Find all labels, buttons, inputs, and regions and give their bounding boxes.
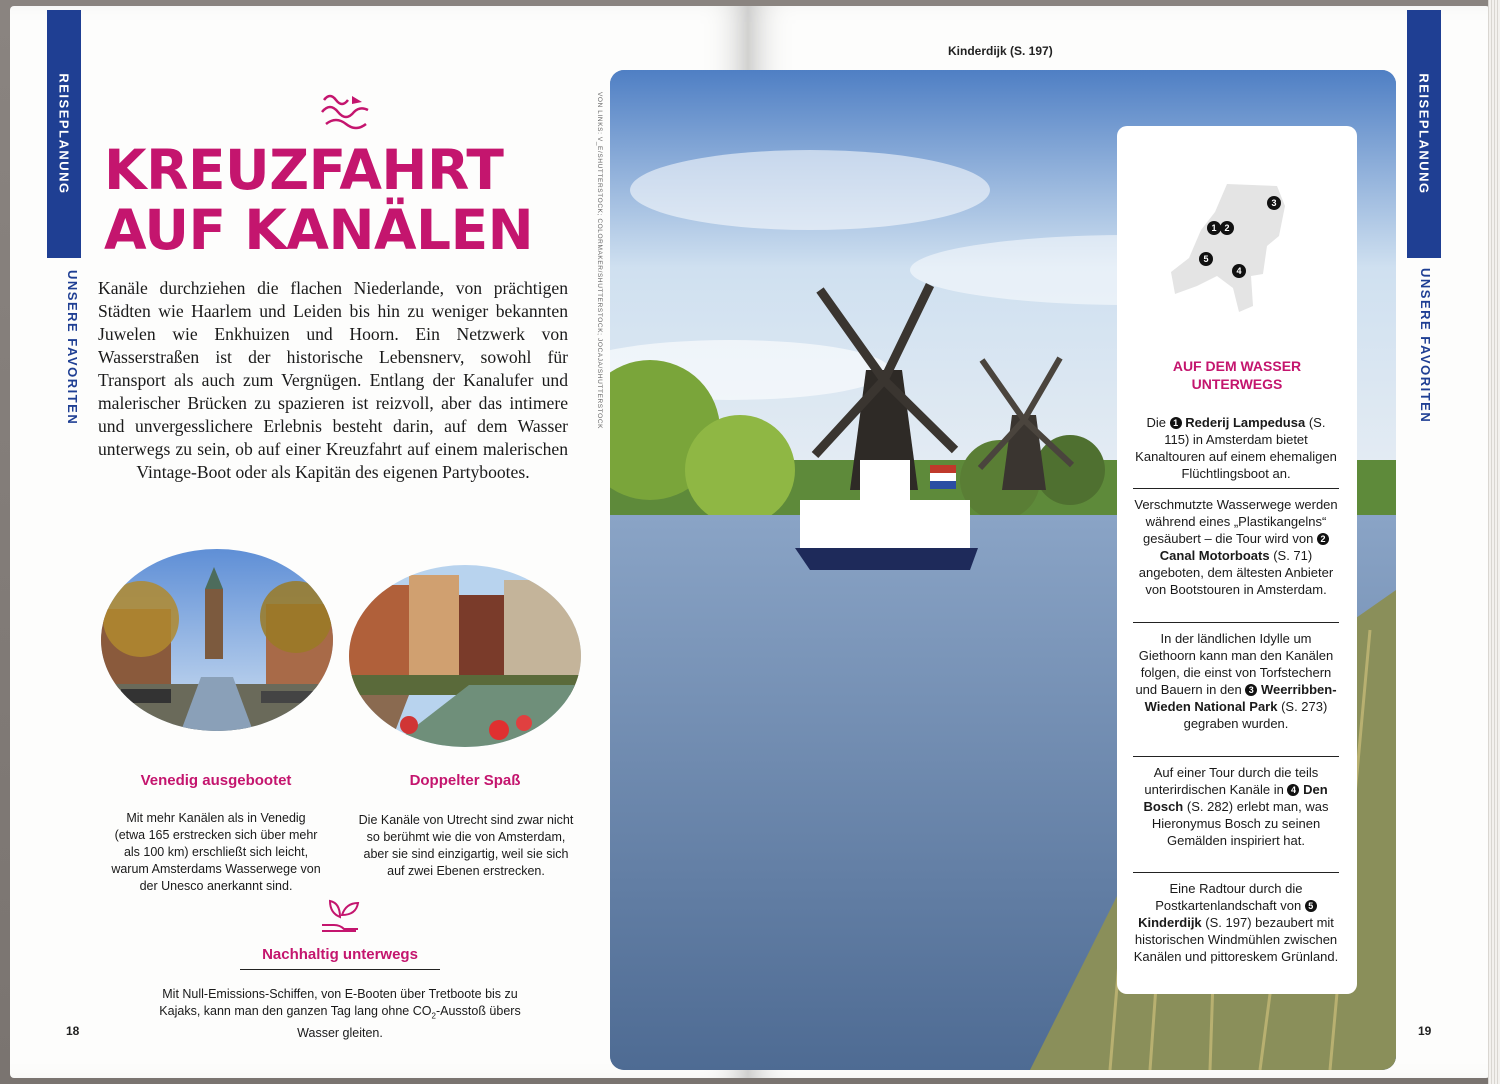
map-marker-1: 1: [1207, 221, 1221, 235]
section-tab-label: REISEPLANUNG: [56, 73, 72, 195]
photo-caption: Kinderdijk (S. 197): [948, 44, 1053, 58]
map-marker-2: 2: [1220, 221, 1234, 235]
page-number-right: 19: [1418, 1024, 1432, 1038]
amsterdam-canal-photo: [101, 549, 333, 731]
number-badge-5: 5: [1305, 900, 1317, 912]
article-title: [104, 140, 574, 260]
number-badge-1: 1: [1170, 417, 1182, 429]
number-badge-2: 2: [1317, 533, 1329, 545]
info-divider: [1133, 622, 1339, 623]
netherlands-map: [1167, 176, 1307, 316]
feature-sustainable-title: Nachhaltig unterwegs: [262, 946, 418, 963]
info-divider: [1133, 488, 1339, 489]
intro-paragraph: Kanäle durchziehen die flachen Niederlande, von prächtigen Städten wie Haarlem und Leiden bis hin zu weniger bekannten Juwelen wie Enkhuizen und Hoorn. Ein Netzwerk von Wasserstraßen ist der historische Lebensnerv, sowohl für Transport als auch zum Vergnügen. Entlang der Kanalufer und malerischer Brücken zu spazieren ist reizvoll, aber das intimere und unvergesslichere Erlebnis besteht darin, auf dem Wasser unterwegs zu sein, ob auf einer Kreuzfahrt auf einem malerischen Vintage-Boot oder als Kapitän des eigenen Partybootes.: [98, 278, 568, 482]
info-item-5: Eine Radtour durch die Postkartenlandschaft von 5 Kinderdijk (S. 197) bezaubert mit historischen Windmühlen zwischen Kanälen und pittoreskem Grünland.: [1133, 881, 1339, 964]
info-item-4: Auf einer Tour durch die teils unterirdischen Kanäle in 4 Den Bosch (S. 282) erlebt man, was Hieronymus Bosch zu seinen Gemälden inspiriert hat.: [1143, 765, 1329, 848]
photo-credit: VON LINKS: V_E/SHUTTERSTOCK; COLORMAKER/SHUTTERSTOCK; JOCAJA/SHUTTERSTOCK: [596, 92, 603, 430]
feature-divider: [240, 969, 440, 970]
number-badge-4: 4: [1287, 784, 1299, 796]
info-divider: [1133, 872, 1339, 873]
feature-venedig-title: Venedig ausgebootet: [140, 772, 292, 789]
page-edges: [1488, 0, 1500, 1084]
number-badge-3: 3: [1245, 684, 1257, 696]
section-tab-right: [1407, 10, 1441, 258]
info-item-3: In der ländlichen Idylle um Giethoorn kann man den Kanälen folgen, die einst von Torfstechern und Bauern in den 3 Weerribben-Wieden National Park (S. 273) gegraben wurden.: [1135, 631, 1337, 731]
section-tab-left: [47, 10, 81, 258]
info-box: [1117, 126, 1357, 994]
title-line-2: AUF KANÄLEN: [104, 198, 534, 262]
boat-wave-icon: [318, 90, 376, 132]
map-marker-5: 5: [1199, 252, 1213, 266]
map-marker-4: 4: [1232, 264, 1246, 278]
feature-utrecht-text: Die Kanäle von Utrecht sind zwar nicht so berühmt wie die von Amsterdam, aber sie sind einzigartig, weil sie sich auf zwei Ebenen erstrecken.: [358, 813, 574, 878]
feature-utrecht-title: Doppelter Spaß: [409, 772, 521, 789]
feature-venedig-text: Mit mehr Kanälen als in Venedig (etwa 165 erstrecken sich über mehr als 100 km) erschließt sich leicht, warum Amsterdams Wasserwege von der Unesco anerkannt sind.: [111, 811, 321, 893]
page-number-left: 18: [66, 1024, 80, 1038]
info-item-1: Die 1 Rederij Lampedusa (S. 115) in Amsterdam bietet Kanaltouren auf einem ehemaligen Flüchtlingsboot an.: [1135, 415, 1337, 481]
feature-sustainable-text: Mit Null-Emissions-Schiffen, von E-Booten über Tretboote bis zu Kajaks, kann man den ganzen Tag lang ohne $CO_2$-Ausstoß übers Wasser gleiten.: [159, 987, 521, 1040]
info-divider: [1133, 756, 1339, 757]
utrecht-canal-photo: [349, 565, 581, 747]
map-marker-3: 3: [1267, 196, 1281, 210]
title-line-1: KREUZFAHRT: [104, 138, 504, 202]
info-item-2: Verschmutzte Wasserwege werden während eines „Plastikangelns“ gesäubert – die Tour wird von 2 Canal Motorboats (S. 71) angeboten, dem ältesten Anbieter von Bootstouren in Amsterdam.: [1134, 497, 1338, 597]
section-tab-label: REISEPLANUNG: [1416, 73, 1432, 195]
side-label-right: UNSERE FAVORITEN: [1418, 268, 1433, 424]
side-label-left: UNSERE FAVORITEN: [65, 270, 80, 426]
info-box-heading: AUF DEM WASSER UNTERWEGS: [1172, 358, 1302, 392]
sustainability-hand-icon: [320, 895, 362, 935]
